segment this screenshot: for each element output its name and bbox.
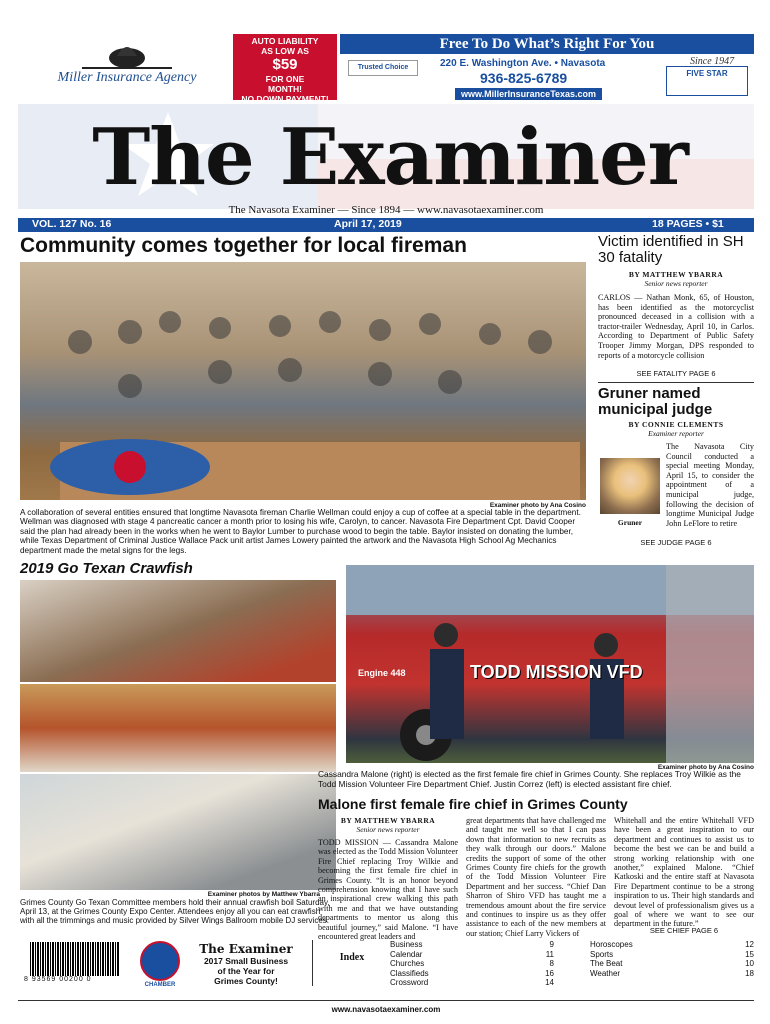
chamber-seal-icon <box>140 941 180 981</box>
index-item[interactable]: The Beat 10 <box>590 959 754 969</box>
byline-role: Senior news reporter <box>356 825 420 834</box>
ad-address: 220 E. Washington Ave. • Navasota <box>440 58 606 69</box>
award-line: of the Year for <box>217 966 275 976</box>
five-star-badge: FIVE STAR <box>666 66 748 96</box>
article-body: CARLOS — Nathan Monk, 65, of Houston, has been identified as the motorcyclist pronounced deceased in a collision with a tractor-trailer Wednesday, April 10, in Carlos. According to Department of Public Safety Trooper Jimmy Morgan, DPS responded to reports of a motorcycle collision <box>598 293 754 360</box>
crawfish-photo-2[interactable] <box>20 684 336 772</box>
photo-credit: Examiner photo by Ana Cosino <box>657 764 754 771</box>
agency-name: Miller Insurance Agency <box>57 70 197 85</box>
main-headline[interactable]: Community comes together for local fireman <box>20 234 467 257</box>
chamber-label: CHAMBER <box>144 982 176 988</box>
divider <box>18 1000 754 1001</box>
ad-headline: Free To Do What’s Right For You <box>439 36 655 52</box>
index-item[interactable]: Churches 8 <box>390 959 554 969</box>
divider <box>598 382 754 383</box>
crawfish-caption: Grimes County Go Texan Committee members hold their annual crawfish boil Saturday, April 13, at the Grimes County Expo Center. Attendees enjoy all you can eat crawfish with all the trimmings and music provided by Silver Wings Ballroom mobile DJ services. <box>20 898 330 925</box>
promo-box[interactable] <box>233 34 337 104</box>
trusted-choice-logo: Trusted Choice <box>348 60 418 76</box>
index-item[interactable]: Weather 18 <box>590 968 754 978</box>
index-item[interactable]: Calendar 11 <box>390 949 554 959</box>
promo-line: AS LOW AS <box>261 46 309 56</box>
index-item[interactable]: Horoscopes 12 <box>590 940 754 949</box>
barcode-number: 8 93569 00200 0 <box>24 976 92 983</box>
award-line: 2017 Small Business <box>203 956 289 966</box>
truck-text: TODD MISSION VFD <box>470 662 643 682</box>
index-item[interactable]: Classifieds 16 <box>390 968 554 978</box>
index-label: Index <box>339 952 365 963</box>
index-item[interactable]: Sports 15 <box>590 949 754 959</box>
crawfish-photo-3[interactable] <box>20 774 336 890</box>
sidebar-headline-fatality[interactable]: Victim identified in SH 30 fatality <box>598 233 744 266</box>
masthead-title[interactable]: The Examiner <box>92 112 688 203</box>
photo-credit: Examiner photos by Matthew Ybarra <box>207 891 320 898</box>
volume-number: VOL. 127 No. 16 <box>32 218 112 230</box>
sidebar-headline-judge[interactable]: Gruner named municipal judge <box>598 385 713 418</box>
page-count-price: 18 PAGES • $1 <box>652 218 724 230</box>
promo-price: $59 <box>272 56 298 73</box>
fire-headline[interactable]: Malone first female fire chief in Grimes County <box>318 796 628 812</box>
main-photo[interactable] <box>20 262 586 500</box>
footer-logo: The Examiner <box>199 942 293 956</box>
byline-role: Senior news reporter <box>644 279 708 288</box>
promo-line: NO DOWN PAYMENT! <box>241 94 329 104</box>
article-column-1: TODD MISSION — Cassandra Malone was elected as the Todd Mission Volunteer Fire Chief replacing Troy Wilkie and becoming the first female fire chief in Grimes County. “It is an honor beyond comprehension knowing that I have such an inspirational crew walking this path with me and that we have outstanding departments to mentor us along this beautiful journey,” said Malone. “I have encountered great leaders and <box>318 838 458 942</box>
award-text <box>182 956 310 986</box>
article-body: The Navasota City Council conducted a special meeting Monday, April 15, to consider the appointment of a municipal judge, following the decision of longtime Municipal Judge John LeFlore to retire <box>666 442 754 528</box>
promo-line: MONTH! <box>268 84 302 94</box>
ad-phone[interactable]: 936-825-6789 <box>480 70 568 86</box>
divider <box>312 940 313 986</box>
index-item[interactable]: Business 9 <box>390 940 554 949</box>
main-caption: A collaboration of several entities ensured that longtime Navasota fireman Charlie Wellman could enjoy a cup of coffee at a special table in the department. Wellman was diagnosed with stage 4 pancreatic cancer a month prior to losing his wife, Carolyn, to cancer. Navasota Fire Department Cpt. David Cooper said the plan had already been in the works when he went to Baylor Lumber to purchase wood to begin the table. Baylor insisted on donating the lumber, while Texas Department of Criminal Justice Wallace Pack unit artist James Lowery painted the artwork and the Navasota High School Ag Mechanics department made the metal signs for the legs. <box>20 508 581 555</box>
ad-since: Since 1947 <box>690 56 735 67</box>
index-list-left <box>390 940 554 988</box>
article-column-3: Whitehall and the entire Whitehall VFD have been a great inspiration to our department and continues to assist us to become the best we can be and build a strong working relationship with one another,” explained Malone. “Chief Katkoski and the entire staff at Navasota Fire Department continue to be a strong inspiration to us. Their high standards and devout level of professionalism gives us a goal of where we want to see our department in the future.” <box>614 816 754 929</box>
see-chief-link[interactable]: SEE CHIEF PAGE 6 <box>649 926 719 935</box>
footer-website-link[interactable]: www.navasotaexaminer.com <box>331 1005 441 1014</box>
index-list-right <box>590 940 754 978</box>
award-line: Grimes County! <box>214 976 278 986</box>
barcode <box>30 942 120 976</box>
masthead-tagline: The Navasota Examiner — Since 1894 — www.navasotaexaminer.com <box>228 204 544 216</box>
article-column-2: great departments that have challenged me and taught me well so that I can pass down that information to new recruits as they walk through our doors.” Malone credits the support of some of the other Grimes County fire chiefs for the growth of the Todd Mission Volunteer Fire Department and her success. “Chief Dan Sharron of Shiro VFD has taught me a tremendous amount about the fire service and continues to inspire us as they offer assistance to each of the new members at our station; Chief Larry Vickers of <box>466 816 606 938</box>
engine-label: Engine 448 <box>358 668 406 678</box>
promo-line: AUTO LIABILITY <box>251 36 319 46</box>
see-fatality-link[interactable]: SEE FATALITY PAGE 6 <box>636 369 716 378</box>
photo-scene <box>20 262 586 500</box>
promo-line: FOR ONE <box>265 74 305 84</box>
crawfish-headline[interactable]: 2019 Go Texan Crawfish <box>20 560 193 577</box>
agency-logo <box>22 38 232 98</box>
crawfish-photo-1[interactable] <box>20 580 336 682</box>
fire-caption: Cassandra Malone (right) is elected as the first female fire chief in Grimes County. She replaces Troy Wilkie as the Todd Mission Volunteer Fire Department Chief. Justin Correz (left) is elected assistant fire chief. <box>318 769 741 789</box>
portrait-caption: Gruner <box>617 518 643 527</box>
byline: BY CONNIE CLEMENTS <box>628 420 724 429</box>
photo-credit: Examiner photo by Ana Cosino <box>489 502 586 509</box>
index-item[interactable]: Crossword 14 <box>390 978 554 988</box>
ad-website-link[interactable]: www.MillerInsuranceTexas.com <box>455 88 602 100</box>
torch-icon <box>22 38 232 72</box>
gruner-portrait[interactable] <box>600 458 660 514</box>
byline: BY MATTHEW YBARRA <box>628 270 724 279</box>
issue-bar <box>18 218 754 232</box>
byline-role: Examiner reporter <box>648 429 704 438</box>
see-judge-link[interactable]: SEE JUDGE PAGE 6 <box>640 538 712 547</box>
issue-date: April 17, 2019 <box>334 218 402 230</box>
byline: BY MATTHEW YBARRA <box>340 816 436 825</box>
